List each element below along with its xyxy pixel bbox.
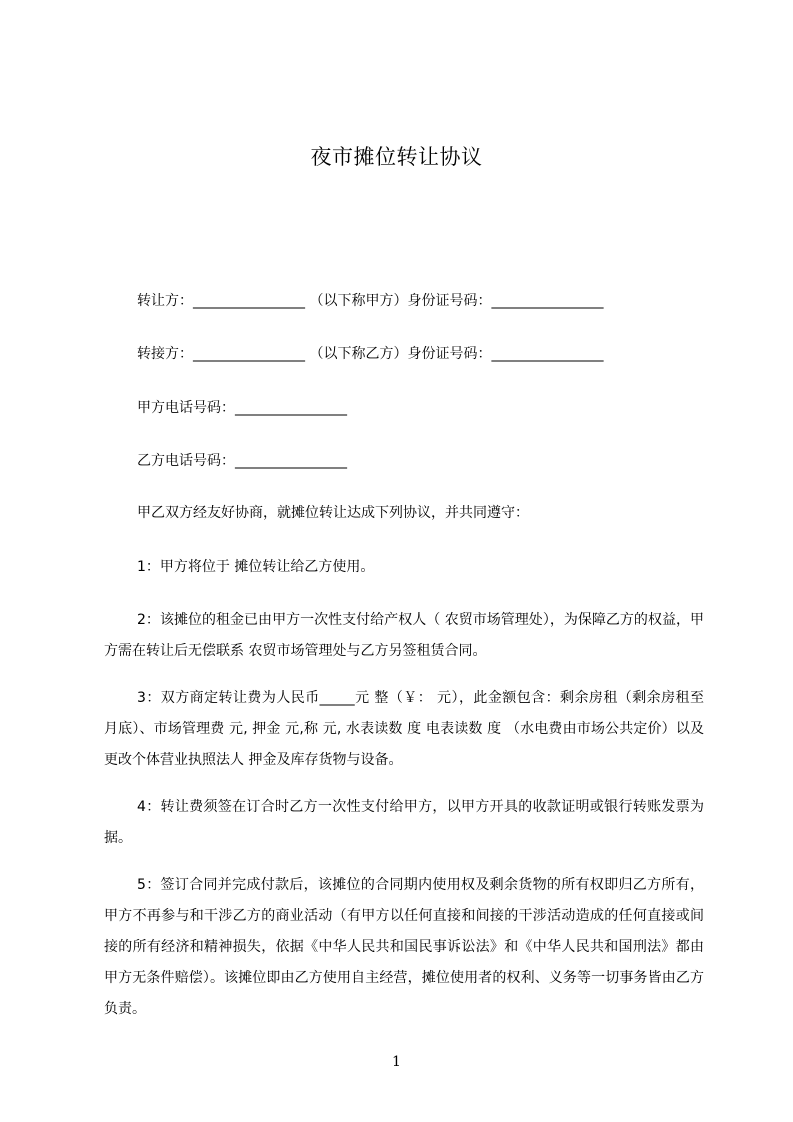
intro-paragraph: 甲乙双方经友好协商，就摊位转让达成下列协议，并共同遵守： <box>137 505 529 521</box>
clause-5: 5：签订合同并完成付款后，该摊位的合同期内使用权及剩余货物的所有权即归乙方所有，甲方不再参与和干涉乙方的商业活动（有甲方以任何直接和间接的干涉活动造成的任何直接或间接的所有经济和精神损失，依据《中华人民共和国民事诉讼法》和《中华人民共和国刑法》都由甲方无条件赔偿）。该摊位即由乙方使用自主经营，摊位使用者的权利、义务等一切事务皆由乙方负责。 <box>104 877 704 1017</box>
transferee-line: 转接方：________________ （以下称乙方）身份证号码：________________ <box>137 346 604 362</box>
transferor-line: 转让方：________________ （以下称甲方）身份证号码：________________ <box>137 293 604 309</box>
clause-3: 3：双方商定转让费为人民币_____元 整（￥： 元），此金额包含：剩余房租（剩余房租至 月底）、市场管理费 元, 押金 元,称 元, 水表读数 度 电表读数 度 （水电费由市场公共定价）以及更改个体营业执照法人 押金及库存货物与设备。 <box>104 690 704 768</box>
party-a-phone-line: 甲方电话号码：________________ <box>137 400 347 416</box>
party-b-phone-line: 乙方电话号码：________________ <box>137 453 347 469</box>
clause-4: 4：转让费须签在订合时乙方一次性支付给甲方，以甲方开具的收款证明或银行转账发票为据。 <box>104 799 704 846</box>
page-number: 1 <box>392 1054 401 1070</box>
document-title: 夜市摊位转让协议 <box>310 145 483 169</box>
clause-2: 2：该摊位的租金已由甲方一次性支付给产权人（ 农贸市场管理处），为保障乙方的权益，甲方需在转让后无偿联系 农贸市场管理处与乙方另签租赁合同。 <box>104 612 704 659</box>
clause-1: 1：甲方将位于 摊位转让给乙方使用。 <box>137 559 375 575</box>
